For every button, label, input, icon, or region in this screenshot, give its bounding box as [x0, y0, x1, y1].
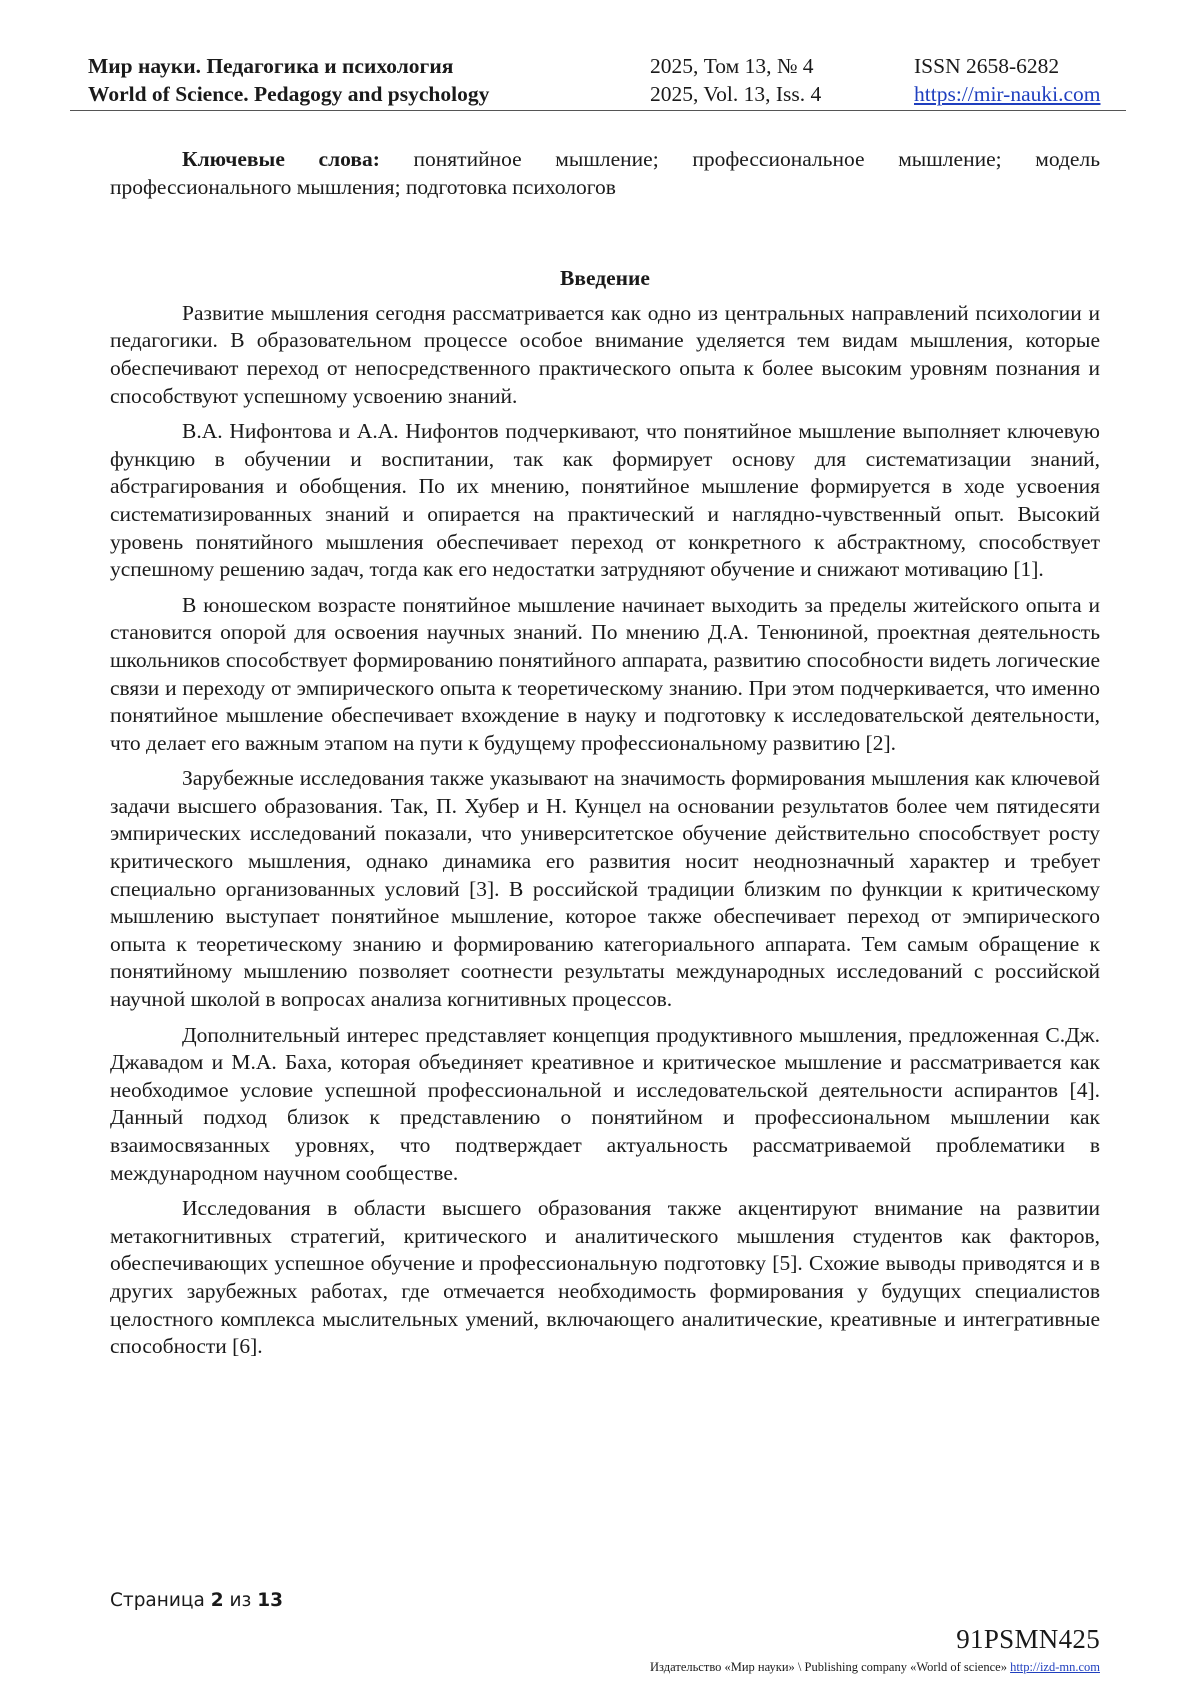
journal-title-ru: Мир науки. Педагогика и психология: [88, 54, 454, 78]
article-code: 91PSMN425: [956, 1624, 1100, 1654]
publisher-link[interactable]: http://izd-mn.com: [1010, 1660, 1100, 1674]
article-body: [110, 146, 1100, 1369]
journal-title-en: World of Science. Pedagogy and psychology: [88, 82, 490, 106]
paragraph-5: Дополнительный интерес представляет концепция продуктивного мышления, предложенная С.Дж. Джавадом и М.А. Баха, которая объединяет креативное и критическое мышление и рассматривается как необходимое условие успешной профессиональной и исследовательской деятельности аспирантов [4]. Данный подход близок к представлению о понятийном и профессиональном мышлении как взаимосвязанных уровнях, что подтверждает актуальность рассматриваемой проблематики в международном научном сообществе.: [110, 1022, 1100, 1185]
keywords: [110, 146, 1100, 201]
page-total: 13: [257, 1590, 283, 1611]
page-current: 2: [210, 1590, 224, 1611]
paragraph-4: Зарубежные исследования также указывают на значимость формирования мышления как ключевой задачи высшего образования. Так, П. Хубер и Н. Кунцел на основании результатов более чем пятидесяти эмпирических исследований показали, что университетское обучение действительно способствует росту критического мышления, однако динамика его развития носит неоднозначный характер и требует специально организованных условий [3]. В российской традиции близким по функции к критическому мышлению выступает понятийное мышление, которое также обеспечивает переход от эмпирического опыта к теоретическому знанию и формированию категориального аппарата. Тем самым обращение к понятийному мышлению позволяет соотнести результаты международных исследований с российской научной школой в вопросах анализа когнитивных процессов.: [110, 766, 1100, 1012]
paragraph-1: Развитие мышления сегодня рассматривается как одно из центральных направлений психологии и педагогики. В образовательном процессе особое внимание уделяется тем видам мышления, которые обеспечивают переход от непосредственного практического опыта к более высоким уровням познания и способствуют успешному усвоению знаний.: [110, 300, 1100, 408]
journal-title-block: [88, 52, 489, 108]
issue-info-block: [650, 52, 821, 108]
issue-info-ru: 2025, Том 13, № 4: [650, 54, 814, 78]
paragraph-6: Исследования в области высшего образования также акцентируют внимание на развитии метакогнитивных стратегий, критического и аналитического мышления студентов как факторов, обеспечивающих успешное обучение и профессиональную подготовку [5]. Схожие выводы приводятся и в других зарубежных работах, где отмечается необходимость формирования у будущих специалистов целостного комплекса мыслительных умений, включающего аналитические, креативные и интегративные способности [6].: [110, 1196, 1100, 1359]
keywords-text: понятийное мышление; профессиональное мышление; модель профессионального мышления; подготовка психологов: [110, 147, 1101, 199]
keywords-label: Ключевые слова:: [182, 147, 380, 171]
page-number: [110, 1590, 283, 1611]
issn-block: [914, 52, 1100, 108]
journal-url-link[interactable]: https://mir-nauki.com: [914, 82, 1101, 106]
section-title: Введение: [560, 266, 650, 291]
paragraph-2: В.А. Нифонтова и А.А. Нифонтов подчеркивают, что понятийное мышление выполняет ключевую функцию в обучении и воспитании, так как формирует основу для систематизации знаний, абстрагирования и обобщения. По их мнению, понятийное мышление формируется в ходе усвоения систематизированных знаний и опирается на практический и наглядно-чувственный опыт. Высокий уровень понятийного мышления обеспечивает переход от конкретного к абстрактному, способствует успешному решению задач, тогда как его недостатки затрудняют обучение и снижают мотивацию [1].: [110, 419, 1100, 582]
paragraph-3: В юношеском возрасте понятийное мышление начинает выходить за пределы житейского опыта и становится опорой для освоения научных знаний. По мнению Д.А. Тенюниной, проектная деятельность школьников способствует формированию понятийного аппарата, развитию способности видеть логические связи и переходу от эмпирического опыта к теоретическому знанию. При этом подчеркивается, что именно понятийное мышление обеспечивает вхождение в науку и подготовку к исследовательской деятельности, что делает его важным этапом на пути к будущему профессиональному развитию [2].: [110, 592, 1100, 755]
issue-info-en: 2025, Vol. 13, Iss. 4: [650, 82, 822, 106]
page-of: из: [229, 1590, 252, 1611]
issn: ISSN 2658-6282: [914, 54, 1060, 78]
journal-header: [70, 52, 1126, 111]
page-word: Страница: [110, 1590, 205, 1611]
publisher-line: [650, 1660, 1100, 1675]
publisher-text: Издательство «Мир науки» \ Publishing company «World of science»: [650, 1660, 1007, 1674]
